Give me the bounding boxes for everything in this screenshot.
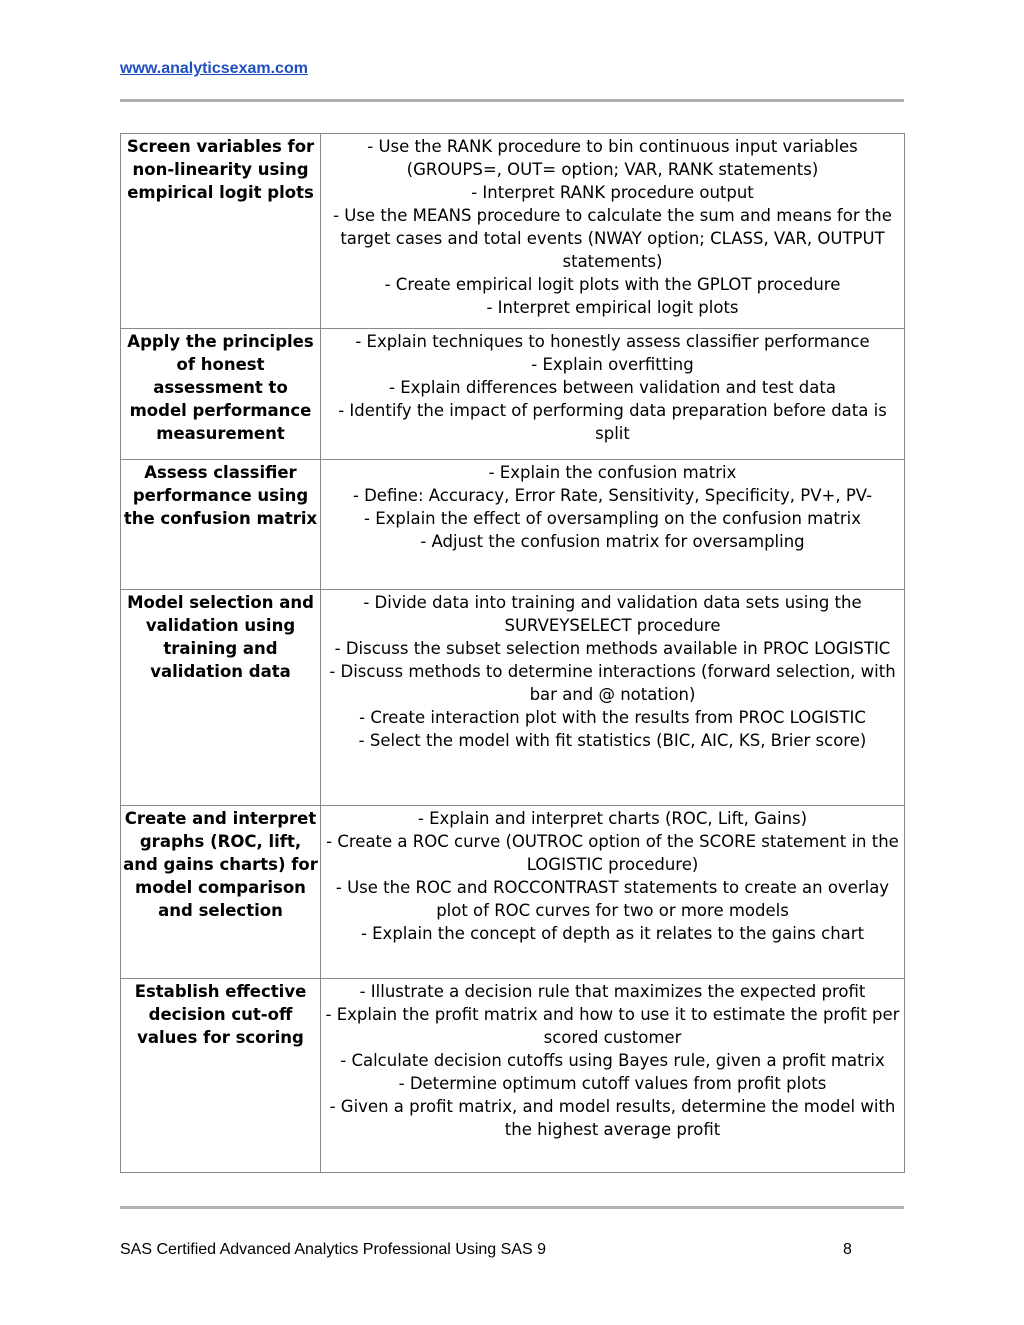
detail-line: - Create empirical logit plots with the GPLOT procedure bbox=[384, 275, 841, 294]
detail-line: - Calculate decision cutoffs using Bayes rule, given a profit matrix bbox=[340, 1051, 885, 1070]
detail-line: - Explain and interpret charts (ROC, Lift, Gains) bbox=[417, 809, 808, 828]
detail-line: - Adjust the confusion matrix for oversampling bbox=[420, 532, 805, 551]
header-divider bbox=[120, 99, 904, 102]
table-row bbox=[121, 979, 905, 1173]
objective-topic: Screen variables for non-linearity using empirical logit plots bbox=[121, 134, 321, 329]
detail-line: - Discuss methods to determine interactions (forward selection, with bar and @ notation) bbox=[329, 662, 896, 704]
detail-line: - Explain techniques to honestly assess classifier performance bbox=[355, 332, 870, 351]
detail-line: - Identify the impact of performing data preparation before data is split bbox=[338, 401, 887, 443]
detail-line: - Explain the profit matrix and how to use it to estimate the profit per scored customer bbox=[325, 1005, 900, 1047]
objective-details bbox=[321, 460, 905, 590]
detail-line: - Use the MEANS procedure to calculate the sum and means for the target cases and total events (NWAY option; CLASS, VAR, OUTPUT statements) bbox=[333, 206, 892, 271]
header-website-link[interactable]: www.analyticsexam.com bbox=[120, 60, 308, 77]
footer-document-title: SAS Certified Advanced Analytics Professional Using SAS 9 bbox=[120, 1241, 546, 1258]
objective-details bbox=[321, 590, 905, 806]
detail-line: - Explain the concept of depth as it relates to the gains chart bbox=[360, 924, 865, 943]
detail-line: - Use the RANK procedure to bin continuous input variables (GROUPS=, OUT= option; VAR, RANK statements) bbox=[367, 137, 858, 179]
detail-line: - Interpret empirical logit plots bbox=[486, 298, 739, 317]
objective-details bbox=[321, 806, 905, 979]
detail-line: - Use the ROC and ROCCONTRAST statements to create an overlay plot of ROC curves for two or more models bbox=[335, 878, 890, 920]
table-row bbox=[121, 806, 905, 979]
detail-line: - Explain differences between validation and test data bbox=[389, 378, 836, 397]
detail-line: - Interpret RANK procedure output bbox=[471, 183, 754, 202]
exam-objectives-table bbox=[120, 133, 905, 1173]
detail-line: - Explain the effect of oversampling on the confusion matrix bbox=[364, 509, 861, 528]
detail-line: - Explain the confusion matrix bbox=[488, 463, 737, 482]
objective-topic: Establish effective decision cut-off values for scoring bbox=[121, 979, 321, 1173]
detail-line: - Discuss the subset selection methods available in PROC LOGISTIC bbox=[334, 639, 891, 658]
table-row bbox=[121, 134, 905, 329]
table-row bbox=[121, 329, 905, 460]
objective-details bbox=[321, 329, 905, 460]
detail-line: - Create a ROC curve (OUTROC option of the SCORE statement in the LOGISTIC procedure) bbox=[326, 832, 899, 874]
detail-line: - Determine optimum cutoff values from profit plots bbox=[398, 1074, 827, 1093]
objective-topic: Create and interpret graphs (ROC, lift, and gains charts) for model comparison and selection bbox=[121, 806, 321, 979]
detail-line: - Given a profit matrix, and model results, determine the model with the highest average profit bbox=[329, 1097, 896, 1139]
detail-line: - Illustrate a decision rule that maximizes the expected profit bbox=[359, 982, 866, 1001]
detail-line: - Create interaction plot with the results from PROC LOGISTIC bbox=[359, 708, 866, 727]
detail-line: - Divide data into training and validation data sets using the SURVEYSELECT procedure bbox=[363, 593, 862, 635]
detail-line: - Select the model with fit statistics (BIC, AIC, KS, Brier score) bbox=[358, 731, 867, 750]
objective-details bbox=[321, 979, 905, 1173]
objective-topic: Model selection and validation using training and validation data bbox=[121, 590, 321, 806]
objective-details bbox=[321, 134, 905, 329]
page-number: 8 bbox=[843, 1241, 852, 1258]
table-row bbox=[121, 590, 905, 806]
table-row bbox=[121, 460, 905, 590]
detail-line: - Explain overfitting bbox=[531, 355, 694, 374]
detail-line: - Define: Accuracy, Error Rate, Sensitivity, Specificity, PV+, PV- bbox=[352, 486, 873, 505]
footer-divider bbox=[120, 1206, 904, 1209]
objective-topic: Apply the principles of honest assessment to model performance measurement bbox=[121, 329, 321, 460]
objective-topic: Assess classifier performance using the confusion matrix bbox=[121, 460, 321, 590]
